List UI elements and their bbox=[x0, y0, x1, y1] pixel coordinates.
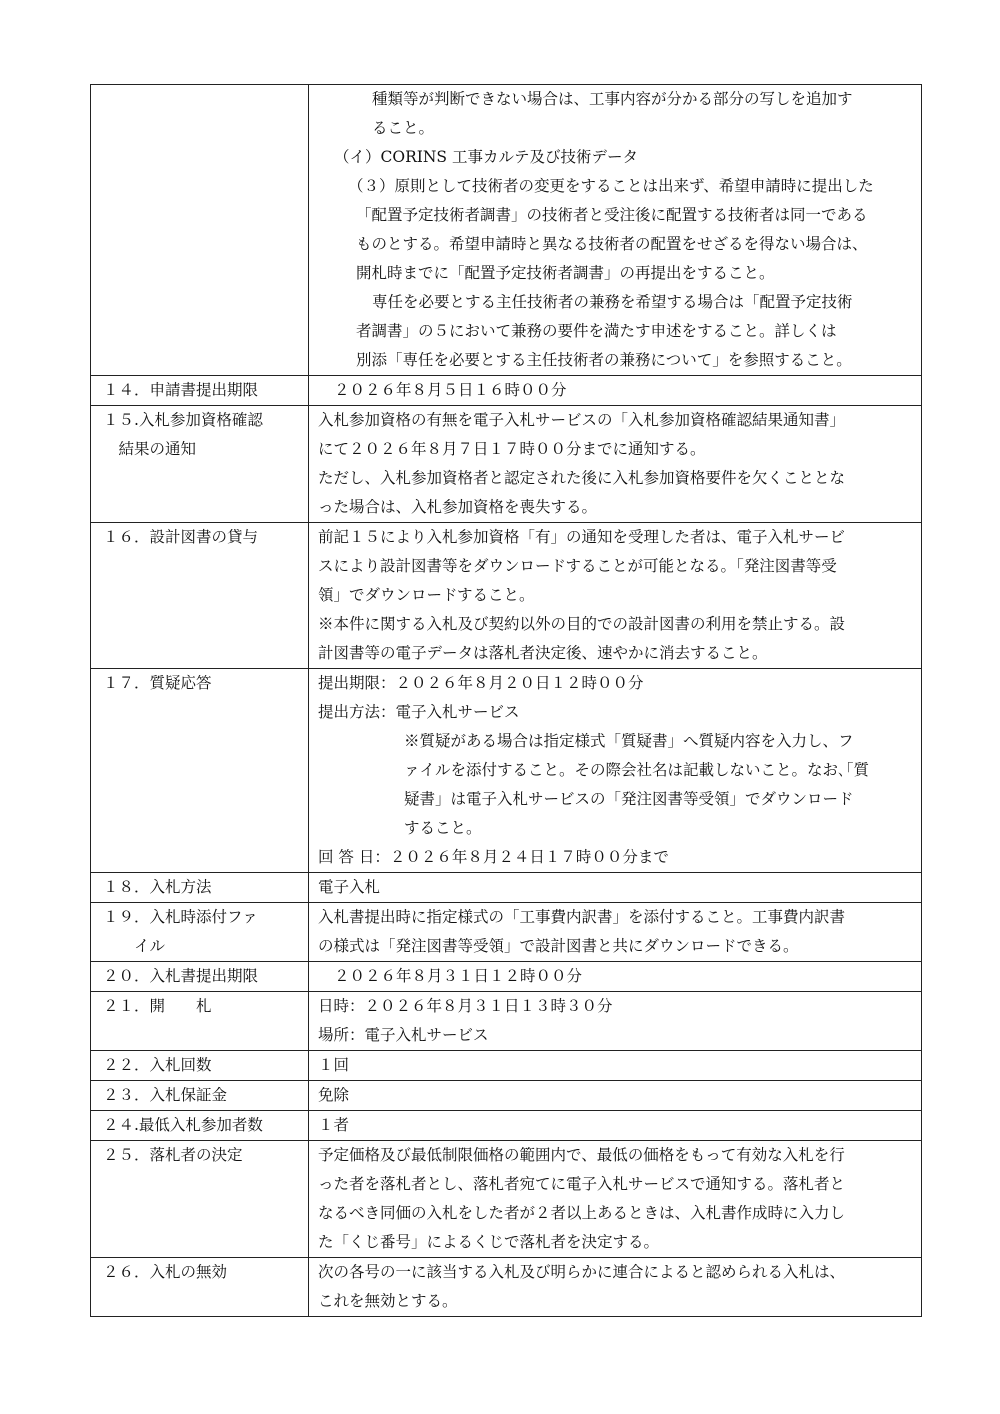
table-row bbox=[91, 992, 922, 1051]
row-content-cell bbox=[309, 406, 922, 523]
content-line: ２０２６年８月３１日１２時００分 bbox=[334, 967, 583, 985]
table-row bbox=[91, 1081, 922, 1111]
content-line: 専任を必要とする主任技術者の兼務を希望する場合は「配置予定技術 bbox=[372, 293, 853, 311]
content-line: 開札時までに「配置予定技術者調書」の再提出をすること。 bbox=[356, 264, 775, 282]
table-row bbox=[91, 1111, 922, 1141]
content-line: 免除 bbox=[318, 1086, 350, 1104]
row-label: １８．入札方法 bbox=[103, 878, 212, 896]
content-line: ２０２６年８月５日１６時００分 bbox=[334, 381, 567, 399]
table-row bbox=[91, 669, 922, 873]
row-label: １９．入札時添付ファ bbox=[103, 908, 258, 926]
table-row bbox=[91, 1258, 922, 1317]
table-row bbox=[91, 85, 922, 376]
row-label-cell bbox=[91, 376, 309, 406]
row-label: ２１．開 札 bbox=[103, 997, 212, 1015]
content-line: これを無効とする。 bbox=[318, 1292, 458, 1310]
row-content-cell bbox=[309, 669, 922, 873]
row-label: 結果の通知 bbox=[103, 440, 197, 458]
row-label-cell bbox=[91, 406, 309, 523]
content-line: １回 bbox=[318, 1056, 350, 1074]
row-label-cell bbox=[91, 669, 309, 873]
content-line: 場所：電子入札サービス bbox=[318, 1026, 489, 1044]
row-label-cell bbox=[91, 85, 309, 376]
row-label: １６．設計図書の貸与 bbox=[103, 528, 259, 546]
table-row bbox=[91, 962, 922, 992]
content-line: 者調書」の５において兼務の要件を満たす申述をすること。詳しくは bbox=[356, 322, 837, 340]
conditions-table bbox=[90, 84, 922, 1317]
content-line: 提出方法：電子入札サービス bbox=[318, 703, 520, 721]
row-label-cell bbox=[91, 1081, 309, 1111]
content-line: 入札参加資格の有無を電子入札サービスの「入札参加資格確認結果通知書」 bbox=[318, 411, 846, 429]
row-content-cell bbox=[309, 992, 922, 1051]
content-line: 疑書」は電子入札サービスの「発注図書等受領」でダウンロード bbox=[404, 790, 854, 808]
content-line: 日時：２０２６年８月３１日１３時３０分 bbox=[318, 997, 613, 1015]
row-content-cell bbox=[309, 903, 922, 962]
row-label-cell bbox=[91, 962, 309, 992]
row-label: ２２．入札回数 bbox=[103, 1056, 212, 1074]
row-content-cell bbox=[309, 1258, 922, 1317]
content-line: 別添「専任を必要とする主任技術者の兼務について」を参照すること。 bbox=[356, 351, 852, 369]
table-row bbox=[91, 903, 922, 962]
content-line: スにより設計図書等をダウンロードすることが可能となる。「発注図書等受 bbox=[318, 557, 837, 575]
content-line: （イ）CORINS 工事カルテ及び技術データ bbox=[334, 148, 638, 166]
row-content-cell bbox=[309, 1051, 922, 1081]
content-line: った場合は、入札参加資格を喪失する。 bbox=[318, 498, 598, 516]
content-line: ものとする。希望申請時と異なる技術者の配置をせざるを得ない場合は、 bbox=[356, 235, 868, 253]
table-row bbox=[91, 523, 922, 669]
content-line: にて２０２６年８月７日１７時００分までに通知する。 bbox=[318, 440, 706, 458]
content-line: 前記１５により入札参加資格「有」の通知を受理した者は、電子入札サービ bbox=[318, 528, 846, 546]
row-label-cell bbox=[91, 523, 309, 669]
row-content-cell bbox=[309, 376, 922, 406]
table-row bbox=[91, 376, 922, 406]
content-line: ただし、入札参加資格者と認定された後に入札参加資格要件を欠くこととな bbox=[318, 469, 846, 487]
row-label-cell bbox=[91, 1258, 309, 1317]
content-line: 提出期限：２０２６年８月２０日１２時００分 bbox=[318, 674, 644, 692]
row-content-cell bbox=[309, 1081, 922, 1111]
conditions-table-body bbox=[91, 85, 922, 1317]
row-label bbox=[103, 85, 308, 114]
content-line: の様式は「発注図書等受領」で設計図書と共にダウンロードできる。 bbox=[318, 937, 799, 955]
row-label-cell bbox=[91, 903, 309, 962]
content-line: 次の各号の一に該当する入札及び明らかに連合によると認められる入札は、 bbox=[318, 1263, 846, 1281]
table-row bbox=[91, 1051, 922, 1081]
content-line: ること。 bbox=[372, 119, 435, 137]
content-line: なるべき同価の入札をした者が２者以上あるときは、入札書作成時に入力し bbox=[318, 1204, 846, 1222]
content-line: ※質疑がある場合は指定様式「質疑書」へ質疑内容を入力し、フ bbox=[404, 732, 854, 750]
row-label: ２５．落札者の決定 bbox=[103, 1146, 243, 1164]
content-line: 電子入札 bbox=[318, 878, 381, 896]
content-line: すること。 bbox=[404, 819, 482, 837]
row-label-cell bbox=[91, 1111, 309, 1141]
table-row bbox=[91, 1141, 922, 1258]
content-line: ※本件に関する入札及び契約以外の目的での設計図書の利用を禁止する。設 bbox=[318, 615, 846, 633]
row-label: １５.入札参加資格確認 bbox=[103, 411, 263, 429]
table-row bbox=[91, 406, 922, 523]
row-content-cell bbox=[309, 85, 922, 376]
content-line: 計図書等の電子データは落札者決定後、速やかに消去すること。 bbox=[318, 644, 768, 662]
row-label: ２３．入札保証金 bbox=[103, 1086, 228, 1104]
content-line: 予定価格及び最低制限価格の範囲内で、最低の価格をもって有効な入札を行 bbox=[318, 1146, 845, 1164]
content-line: １者 bbox=[318, 1116, 350, 1134]
row-content-cell bbox=[309, 962, 922, 992]
row-label-cell bbox=[91, 1051, 309, 1081]
row-label: イル bbox=[103, 937, 166, 955]
content-line: 領」でダウンロードすること。 bbox=[318, 586, 535, 604]
row-label: ２６．入札の無効 bbox=[103, 1263, 228, 1281]
content-line: 回 答 日：２０２６年８月２４日１７時００分まで bbox=[318, 848, 669, 866]
content-line: 「配置予定技術者調書」の技術者と受注後に配置する技術者は同一である bbox=[356, 206, 868, 224]
row-content-cell bbox=[309, 1111, 922, 1141]
content-line: た「くじ番号」によるくじで落札者を決定する。 bbox=[318, 1233, 660, 1251]
row-label: ２４.最低入札参加者数 bbox=[103, 1116, 263, 1134]
row-content-cell bbox=[309, 1141, 922, 1258]
row-content-cell bbox=[309, 523, 922, 669]
row-label-cell bbox=[91, 992, 309, 1051]
row-label-cell bbox=[91, 873, 309, 903]
table-row bbox=[91, 873, 922, 903]
row-label-cell bbox=[91, 1141, 309, 1258]
content-line: ァイルを添付すること。その際会社名は記載しないこと。なお､｢質 bbox=[404, 761, 870, 779]
row-label: ２０．入札書提出期限 bbox=[103, 967, 259, 985]
row-label: １７．質疑応答 bbox=[103, 674, 212, 692]
content-line: 種類等が判断できない場合は、工事内容が分かる部分の写しを追加す bbox=[372, 90, 853, 108]
content-line: 入札書提出時に指定様式の「工事費内訳書」を添付すること。工事費内訳書 bbox=[318, 908, 846, 926]
content-line: （３）原則として技術者の変更をすることは出来ず、希望申請時に提出した bbox=[348, 177, 874, 195]
row-label: １４．申請書提出期限 bbox=[103, 381, 259, 399]
row-content-cell bbox=[309, 873, 922, 903]
content-line: った者を落札者とし、落札者宛てに電子入札サービスで通知する。落札者と bbox=[318, 1175, 846, 1193]
